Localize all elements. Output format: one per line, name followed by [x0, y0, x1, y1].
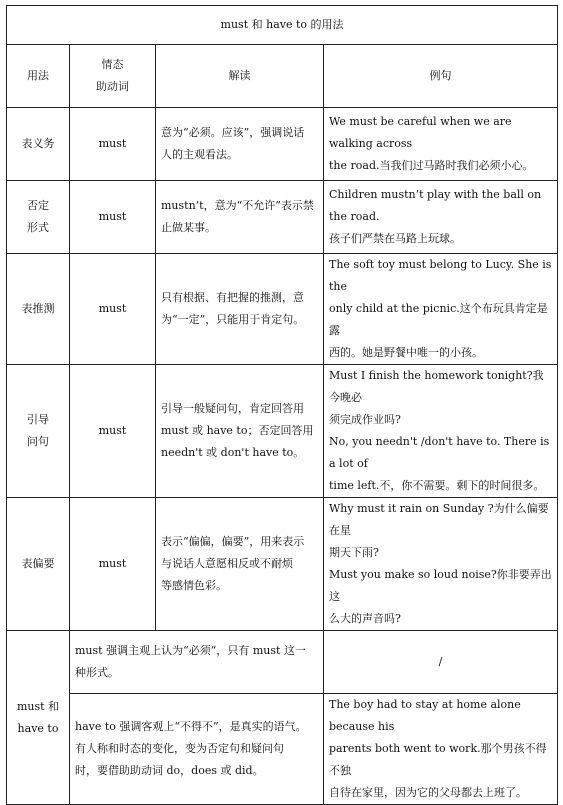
explanation-line: needn't 或 don't have to。	[161, 446, 305, 459]
usage-line: 否定	[27, 199, 49, 212]
example-line: We must be careful when we are walking across	[329, 115, 512, 150]
usage-line: 表偏要	[21, 557, 55, 570]
header-explanation: 解读	[156, 45, 324, 108]
title-row	[7, 6, 558, 45]
header-row	[7, 45, 558, 108]
modal-cell: must	[70, 108, 156, 181]
usage-line: 表推测	[21, 302, 55, 315]
modal-cell: must	[70, 365, 156, 498]
explanation-line: 与说话人意愿相反或不耐烦	[161, 557, 293, 570]
explanation-line: must 或 have to；否定回答用	[161, 424, 314, 437]
table-row	[7, 498, 558, 631]
explanation-line: mustn’t，意为“不允许”表示禁	[161, 199, 314, 212]
note-line: have to 强调客观上“不得不”，是真实的语气。	[75, 720, 307, 733]
example-cell	[324, 365, 558, 498]
usage-line: 问句	[27, 435, 49, 448]
explanation-line: 表示“偏偏，偏要”，用来表示	[161, 535, 305, 548]
explanation-line: 等感情色彩。	[161, 579, 227, 592]
modal-cell: must	[70, 254, 156, 365]
explanation-line: 止做某事。	[161, 221, 216, 234]
header-usage: 用法	[7, 45, 70, 108]
example-line: 须完成作业吗?	[329, 413, 401, 426]
usage-line: must 和	[16, 699, 60, 713]
example-line: 孩子们严禁在马路上玩球。	[329, 232, 461, 245]
header-modal-line2: 助动词	[96, 80, 129, 93]
example-line: No, you needn't /don't have to. There is a lot of	[329, 435, 550, 470]
example-cell	[324, 181, 558, 254]
header-example: 例句	[324, 45, 558, 108]
compare-must-row	[7, 631, 558, 694]
explanation-cell	[156, 498, 324, 631]
usage-line: 引导	[27, 413, 49, 426]
table-row	[7, 254, 558, 365]
example-line: Children mustn’t play with the ball on the road.	[329, 188, 542, 223]
table-row	[7, 365, 558, 498]
example-line: Must you make so loud noise?你非要弄出这	[329, 568, 552, 603]
header-modal	[70, 45, 156, 108]
must-example-cell: /	[324, 631, 558, 694]
note-line: 时，要借助助动词 do，does 或 did。	[75, 764, 264, 777]
grammar-table	[6, 5, 558, 805]
header-modal-line1: 情态	[101, 58, 124, 71]
example-line: 自待在家里，因为它的父母都去上班了。	[329, 786, 527, 799]
note-line: 种形式。	[75, 666, 119, 679]
example-line: the road.当我们过马路时我们必须小心。	[329, 159, 534, 172]
usage-cell	[7, 108, 70, 181]
explanation-line: 为“一定”，只能用于肯定句。	[161, 313, 305, 326]
example-line: only child at the picnic.这个布玩具肯定是露	[329, 302, 548, 337]
explanation-line: 只有根据、有把握的推测，意	[161, 291, 304, 304]
usage-line: 形式	[27, 221, 49, 234]
explanation-cell	[156, 365, 324, 498]
example-line: The boy had to stay at home alone because his	[329, 698, 521, 733]
explanation-line: 意为“必须。应该”，强调说话	[161, 126, 305, 139]
example-line: parents both went to work.那个男孩不得不独	[329, 742, 547, 777]
example-cell	[324, 254, 558, 365]
have-to-note-cell	[70, 694, 324, 805]
note-line: 有人称和时态的变化，变为否定句和疑问句	[75, 742, 284, 755]
table-title: must 和 have to 的用法	[7, 6, 558, 45]
example-line: Must I finish the homework tonight?我今晚必	[329, 369, 544, 404]
modal-cell: must	[70, 498, 156, 631]
example-line: 期天下雨?	[329, 546, 379, 559]
example-line: Why must it rain on Sunday ?为什么偏要在星	[329, 502, 549, 537]
explanation-cell	[156, 181, 324, 254]
table-row	[7, 181, 558, 254]
modal-cell: must	[70, 181, 156, 254]
note-line: must 强调主观上认为“必须”，只有 must 这一	[75, 644, 306, 657]
usage-cell	[7, 181, 70, 254]
example-line: time left.不，你不需要。剩下的时间很多。	[329, 479, 545, 492]
table-row	[7, 108, 558, 181]
must-note-cell	[70, 631, 324, 694]
usage-cell	[7, 254, 70, 365]
example-line: The soft toy must belong to Lucy. She is the	[329, 258, 552, 293]
usage-cell	[7, 365, 70, 498]
explanation-line: 引导一般疑问句，肯定回答用	[161, 402, 304, 415]
usage-cell	[7, 498, 70, 631]
example-cell	[324, 108, 558, 181]
explanation-cell	[156, 108, 324, 181]
explanation-cell	[156, 254, 324, 365]
compare-usage-cell	[7, 631, 70, 805]
example-line: 么大的声音吗?	[329, 612, 401, 625]
compare-have-to-row	[7, 694, 558, 805]
usage-line: 表义务	[21, 137, 55, 150]
have-to-example-cell	[324, 694, 558, 805]
example-cell	[324, 498, 558, 631]
usage-line: have to	[17, 721, 59, 735]
explanation-line: 人的主观看法。	[161, 148, 238, 161]
example-line: 西的。她是野餐中唯一的小孩。	[329, 346, 483, 359]
